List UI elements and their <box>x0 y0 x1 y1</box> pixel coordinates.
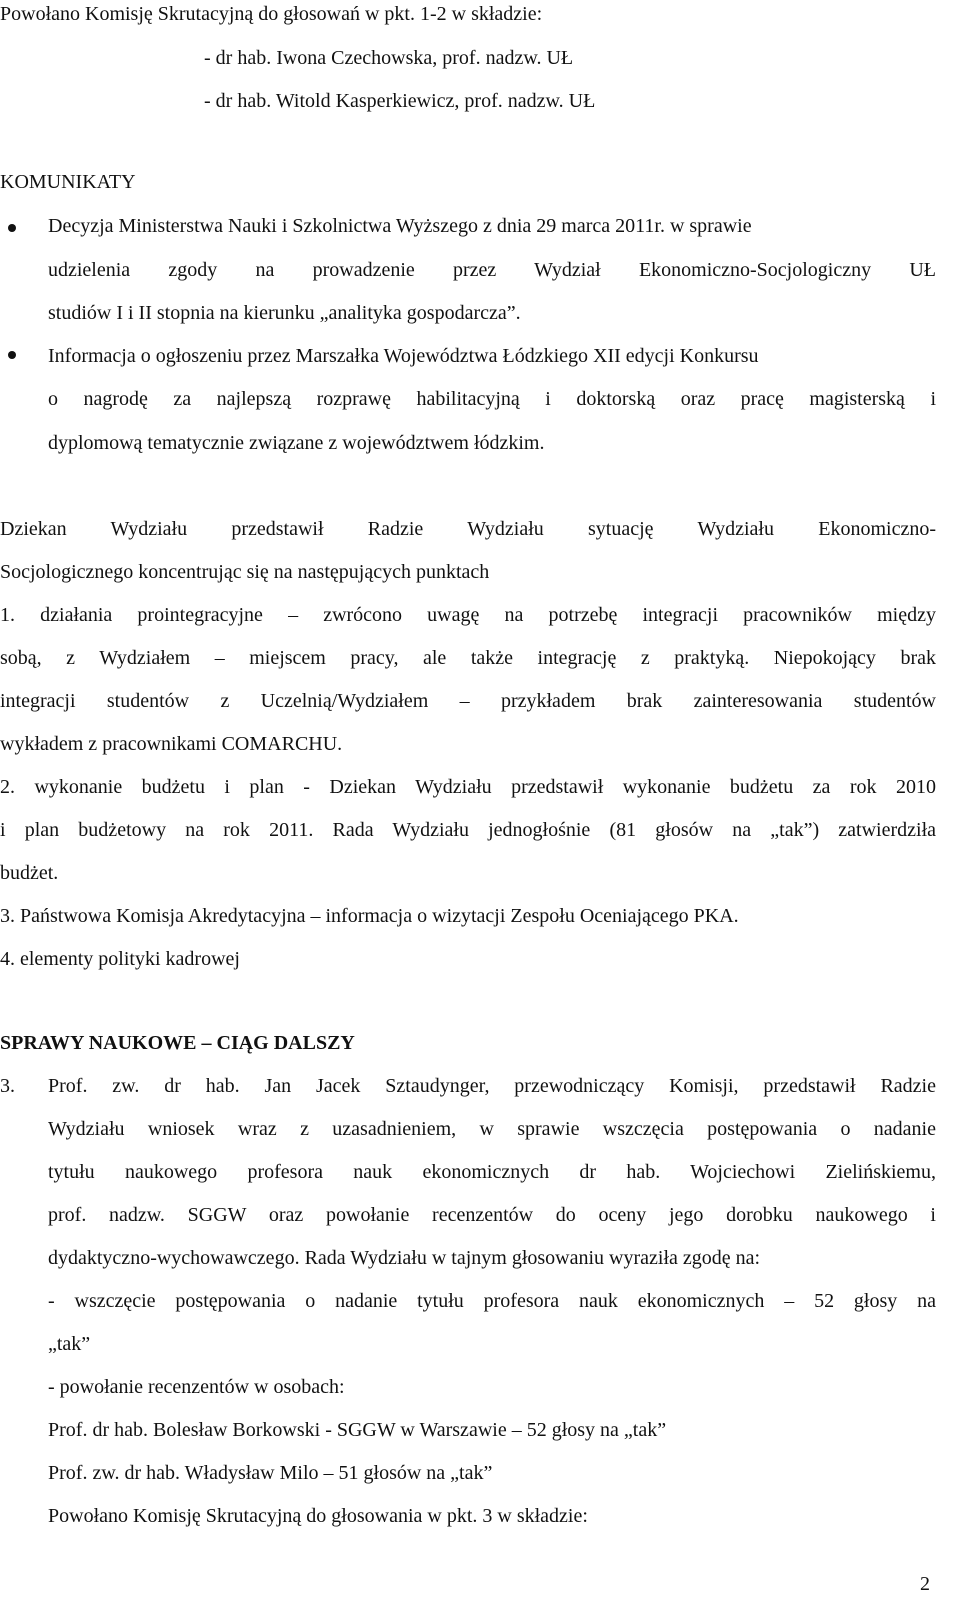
sprawy-line-4: prof. nadzw. SGGW oraz powołanie recenzentów do oceny jego dorobku naukowego i <box>48 1204 936 1226</box>
komunikat-1-line-1: Decyzja Ministerstwa Nauki i Szkolnictwa Wyższego z dnia 29 marca 2011r. w sprawie <box>48 215 752 237</box>
point-1-line-4: wykładem z pracownikami COMARCHU. <box>0 733 343 755</box>
bullet-icon <box>8 351 16 359</box>
point-1-line-2: sobą, z Wydziałem – miejscem pracy, ale także integrację z praktyką. Niepokojący brak <box>0 647 936 669</box>
commission-intro: Powołano Komisję Skrutacyjną do głosowań w pkt. 1-2 w składzie: <box>0 3 543 25</box>
dean-intro-line-2: Socjologicznego koncentrując się na następujących punktach <box>0 561 490 583</box>
point-1-line-1: 1. działania prointegracyjne – zwrócono uwagę na potrzebę integracji pracowników między <box>0 604 936 626</box>
sprawy-line-7: „tak” <box>48 1333 91 1355</box>
dean-intro-line-1: Dziekan Wydziału przedstawił Radzie Wydziału sytuację Wydziału Ekonomiczno- <box>0 518 936 540</box>
sprawy-line-11: Powołano Komisję Skrutacyjną do głosowania w pkt. 3 w składzie: <box>48 1505 588 1527</box>
sprawy-line-2: Wydziału wniosek wraz z uzasadnieniem, w sprawie wszczęcia postępowania o nadanie <box>48 1118 936 1140</box>
page-number: 2 <box>920 1573 930 1595</box>
point-2-line-1: 2. wykonanie budżetu i plan - Dziekan Wydziału przedstawił wykonanie budżetu za rok 2010 <box>0 776 936 798</box>
komunikat-2-line-3: dyplomową tematycznie związane z województwem łódzkim. <box>48 432 545 454</box>
point-1-line-3: integracji studentów z Uczelnią/Wydziałem – przykładem brak zainteresowania studentów <box>0 690 936 712</box>
sprawy-line-9: Prof. dr hab. Bolesław Borkowski - SGGW w Warszawie – 52 głosy na „tak” <box>48 1419 667 1441</box>
point-3: 3. Państwowa Komisja Akredytacyjna – informacja o wizytacji Zespołu Oceniającego PKA. <box>0 905 739 927</box>
commission-member-2: - dr hab. Witold Kasperkiewicz, prof. nadzw. UŁ <box>204 90 596 112</box>
komunikat-2-line-1: Informacja o ogłoszeniu przez Marszałka Województwa Łódzkiego XII edycji Konkursu <box>48 345 759 367</box>
sprawy-line-3: tytułu naukowego profesora nauk ekonomicznych dr hab. Wojciechowi Zielińskiemu, <box>48 1161 936 1183</box>
sprawy-line-8: - powołanie recenzentów w osobach: <box>48 1376 345 1398</box>
point-2-line-2: i plan budżetowy na rok 2011. Rada Wydziału jednogłośnie (81 głosów na „tak”) zatwierdziła <box>0 819 936 841</box>
sprawy-line-6: - wszczęcie postępowania o nadanie tytułu profesora nauk ekonomicznych – 52 głosy na <box>48 1290 936 1312</box>
sprawy-heading: SPRAWY NAUKOWE – CIĄG DALSZY <box>0 1032 355 1054</box>
sprawy-line-10: Prof. zw. dr hab. Władysław Milo – 51 głosów na „tak” <box>48 1462 493 1484</box>
komunikat-1-line-2: udzielenia zgody na prowadzenie przez Wydział Ekonomiczno-Socjologiczny UŁ <box>48 259 936 281</box>
komunikat-1-line-3: studiów I i II stopnia na kierunku „analityka gospodarcza”. <box>48 302 521 324</box>
point-4: 4. elementy polityki kadrowej <box>0 948 240 970</box>
bullet-icon <box>8 224 16 232</box>
sprawy-line-1: Prof. zw. dr hab. Jan Jacek Sztaudynger, przewodniczący Komisji, przedstawił Radzie <box>48 1075 936 1097</box>
komunikat-2-line-2: o nagrodę za najlepszą rozprawę habilitacyjną i doktorską oraz pracę magisterską i <box>48 388 936 410</box>
sprawy-line-5: dydaktyczno-wychowawczego. Rada Wydziału w tajnym głosowaniu wyraziła zgodę na: <box>48 1247 761 1269</box>
point-2-line-3: budżet. <box>0 862 59 884</box>
komunikaty-heading: KOMUNIKATY <box>0 171 136 193</box>
sprawy-item-number: 3. <box>0 1075 15 1097</box>
commission-member-1: - dr hab. Iwona Czechowska, prof. nadzw. UŁ <box>204 47 574 69</box>
